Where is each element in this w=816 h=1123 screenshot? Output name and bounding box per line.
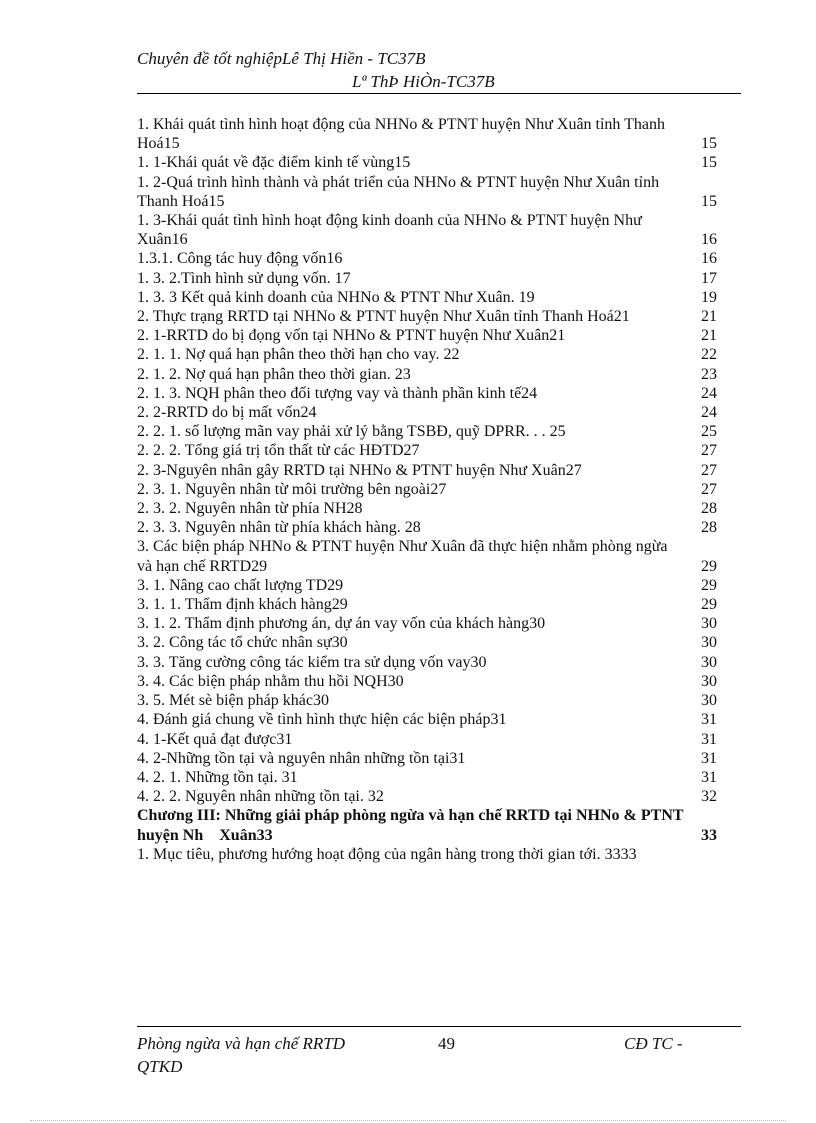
toc-entry: [137, 384, 741, 403]
toc-entry-title: 2. 1. 3. NQH phân theo đối tượng vay và thành phần kinh tế24: [137, 384, 538, 402]
toc-entry-title: 1. Khái quát tình hình hoạt động của NHNo & PTNT huyện Như Xuân tỉnh Thanh Hoá15: [137, 116, 670, 153]
toc-entry: [137, 730, 741, 749]
toc-entry-title: 1. Mục tiêu, phương hướng hoạt động của ngân hàng trong thời gian tới. 3333: [137, 845, 637, 863]
toc-entry-page: 23: [701, 365, 717, 383]
toc-entry-title: 2. 2. 2. Tổng giá trị tổn thất từ các HĐTD27: [137, 442, 420, 460]
footer-right-text: CĐ TC -: [624, 1034, 683, 1053]
toc-entry-title: 1. 1-Khái quát về đặc điểm kinh tế vùng15: [137, 154, 411, 172]
toc-entry-title: 3. 4. Các biện pháp nhằm thu hồi NQH30: [137, 672, 404, 690]
toc-entry: [137, 153, 741, 172]
toc-entry: [137, 768, 741, 787]
toc-entry-page: 27: [701, 461, 717, 479]
toc-entry: [137, 595, 741, 614]
toc-entry-page: 19: [701, 288, 717, 306]
toc-entry: [137, 288, 741, 307]
toc-entry-title: 2. 1. 1. Nợ quá hạn phân theo thời hạn cho vay. 22: [137, 346, 460, 364]
toc-entry-page: 31: [701, 730, 717, 748]
toc-entry: [137, 576, 741, 595]
toc-entry-title: 2. 3. 3. Nguyên nhân từ phía khách hàng. 28: [137, 519, 421, 537]
toc-entry-page: 31: [701, 711, 717, 729]
toc-entry-page: 24: [701, 384, 717, 402]
toc-entry-page: 27: [701, 480, 717, 498]
toc-entry-title: 1. 3-Khái quát tình hình hoạt động kinh doanh của NHNo & PTNT huyện Như Xuân16: [137, 212, 646, 249]
toc-entry-page: 22: [701, 346, 717, 364]
toc-entry-page: 31: [701, 749, 717, 767]
toc-entry: [137, 480, 741, 499]
header-title: Chuyên đề tốt nghiệpLê Thị Hiền - TC37B: [137, 49, 426, 68]
toc-entry-page: 29: [701, 557, 717, 575]
toc-entry-title: 2. 2. 1. số lượng mãn vay phải xử lý bằng TSBĐ, quỹ DPRR. . . 25: [137, 423, 566, 441]
toc-entry: [137, 269, 741, 288]
toc-entry-page: 16: [701, 250, 717, 268]
toc-entry: [137, 633, 741, 652]
toc-entry-title: 1. 3. 2.Tình hình sử dụng vốn. 17: [137, 269, 351, 287]
toc-entry: [137, 422, 741, 441]
toc-entry: [137, 211, 741, 249]
toc-entry: [137, 614, 741, 633]
toc-entry-title: 1. 2-Quá trình hình thành và phát triển của NHNo & PTNT huyện Như Xuân tỉnh Thanh Hoá15: [137, 173, 663, 210]
toc-entry-page: 29: [701, 576, 717, 594]
toc-entry: [137, 499, 741, 518]
toc-entry-title: 4. 1-Kết quả đạt được31: [137, 730, 293, 748]
toc-entry-title: 3. Các biện pháp NHNo & PTNT huyện Như Xuân đã thực hiện nhằm phòng ngừa và hạn chế RRTD29: [137, 538, 672, 575]
toc-entry-title: 2. 2-RRTD do bị mất vốn24: [137, 404, 317, 422]
toc-entry: [137, 806, 741, 844]
toc-entry: [137, 653, 741, 672]
toc-entry: [137, 710, 741, 729]
toc-entry-page: 30: [701, 672, 717, 690]
toc-entry-title: 2. 3. 2. Nguyên nhân từ phía NH28: [137, 500, 363, 518]
toc-entry: [137, 787, 741, 806]
toc-entry-page: 21: [701, 327, 717, 345]
footer-page-number: 49: [438, 1034, 455, 1053]
toc-entry-title: 4. 2-Những tồn tại và nguyên nhân những tồn tại31: [137, 749, 466, 767]
toc-entry-title: 2. 3-Nguyên nhân gây RRTD tại NHNo & PTNT huyện Như Xuân27: [137, 461, 582, 479]
toc-entry-page: 15: [701, 154, 717, 172]
toc-entry-page: 33: [701, 826, 717, 844]
toc-entry-page: 17: [701, 269, 717, 287]
toc-entry-page: 30: [701, 653, 717, 671]
toc-entry-title: 1.3.1. Công tác huy động vốn16: [137, 250, 343, 268]
toc-entry-title: 3. 2. Công tác tổ chức nhân sự30: [137, 634, 348, 652]
toc-entry-title: 2. 3. 1. Nguyên nhân từ môi trường bên ngoài27: [137, 480, 447, 498]
header-author: Lª ThÞ HiÒn-TC37B: [352, 72, 495, 91]
toc-entry: [137, 845, 741, 864]
footer-left-text-2: QTKD: [137, 1057, 183, 1076]
toc-entry-page: 28: [701, 519, 717, 537]
toc-entry: [137, 518, 741, 537]
toc-entry-title: Chương III: Những giải pháp phòng ngừa và hạn chế RRTD tại NHNo & PTNT huyện Nh Xuân33: [137, 807, 688, 844]
toc-entry: [137, 249, 741, 268]
toc-entry-title: 3. 5. Mét sè biện pháp khác30: [137, 692, 329, 710]
toc-entry-title: 4. 2. 1. Những tồn tại. 31: [137, 768, 298, 786]
toc-entry-page: 27: [701, 442, 717, 460]
toc-entry-title: 4. Đánh giá chung về tình hình thực hiện các biện pháp31: [137, 711, 507, 729]
toc-entry: [137, 173, 741, 211]
toc-entry-page: 30: [701, 634, 717, 652]
toc-entry: [137, 441, 741, 460]
toc-entry-title: 3. 3. Tăng cường công tác kiểm tra sử dụng vốn vay30: [137, 653, 487, 671]
table-of-contents: [137, 115, 741, 864]
toc-entry: [137, 461, 741, 480]
toc-entry-title: 2. Thực trạng RRTD tại NHNo & PTNT huyện Như Xuân tỉnh Thanh Hoá21: [137, 308, 630, 326]
toc-entry-page: 31: [701, 768, 717, 786]
footer-left-text: Phòng ngừa và hạn chế RRTD: [137, 1034, 346, 1053]
toc-entry: [137, 345, 741, 364]
toc-entry: [137, 365, 741, 384]
toc-entry-title: 2. 1. 2. Nợ quá hạn phân theo thời gian. 23: [137, 365, 411, 383]
toc-entry: [137, 403, 741, 422]
toc-entry-title: 2. 1-RRTD do bị đọng vốn tại NHNo & PTNT huyện Như Xuân21: [137, 327, 566, 345]
toc-entry-page: 16: [701, 231, 717, 249]
toc-entry-page: 30: [701, 615, 717, 633]
toc-entry-page: 24: [701, 404, 717, 422]
toc-entry: [137, 749, 741, 768]
toc-entry-page: 15: [701, 135, 717, 153]
toc-entry-page: 25: [701, 423, 717, 441]
toc-entry-title: 3. 1. 2. Thẩm định phương án, dự án vay vốn của khách hàng30: [137, 615, 546, 633]
page-edge-dotted-line: [30, 1120, 786, 1121]
toc-entry: [137, 672, 741, 691]
toc-entry-title: 4. 2. 2. Nguyên nhân những tồn tại. 32: [137, 788, 384, 806]
toc-entry-page: 32: [701, 788, 717, 806]
toc-entry-page: 30: [701, 692, 717, 710]
toc-entry-page: 29: [701, 596, 717, 614]
toc-entry-title: 3. 1. 1. Thẩm định khách hàng29: [137, 596, 348, 614]
toc-entry-page: 15: [701, 192, 717, 210]
toc-entry: [137, 537, 741, 575]
footer-rule: [137, 1026, 741, 1027]
toc-entry: [137, 115, 741, 153]
toc-entry-page: 21: [701, 308, 717, 326]
toc-entry-page: 28: [701, 500, 717, 518]
toc-entry-title: 1. 3. 3 Kết quả kinh doanh của NHNo & PTNT Như Xuân. 19: [137, 288, 535, 306]
header-rule: [137, 93, 741, 94]
toc-entry: [137, 691, 741, 710]
toc-entry-title: 3. 1. Nâng cao chất lượng TD29: [137, 576, 344, 594]
toc-entry: [137, 307, 741, 326]
toc-entry: [137, 326, 741, 345]
